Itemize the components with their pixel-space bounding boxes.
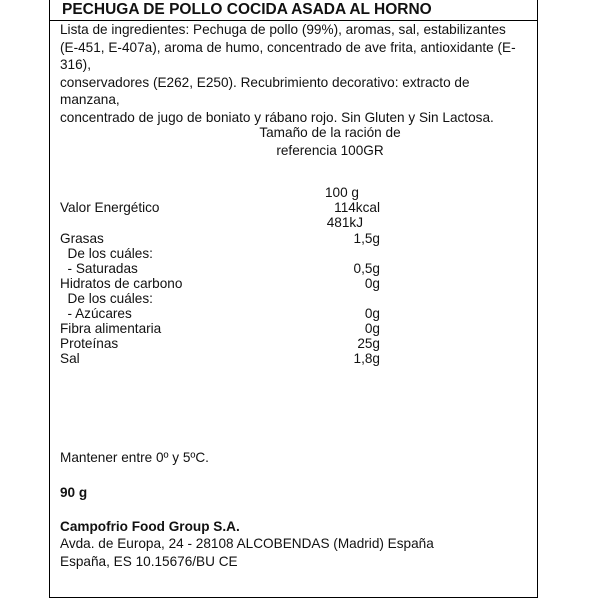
nutrition-row bbox=[60, 351, 380, 367]
nutrition-row bbox=[60, 246, 380, 262]
nutrient-value: 0,5g bbox=[353, 261, 380, 276]
ingredients-list bbox=[60, 21, 530, 126]
nutrition-row bbox=[60, 336, 380, 352]
per-100g-header: 100 g bbox=[324, 185, 359, 200]
health-registry: España, ES 10.15676/BU CE bbox=[60, 554, 238, 569]
storage-instructions: Mantener entre 0º y 5ºC. bbox=[60, 450, 209, 465]
nutrition-row bbox=[60, 261, 380, 277]
energy-kj-value: 481kJ bbox=[326, 215, 363, 230]
nutrient-value: 0g bbox=[364, 306, 380, 321]
nutrient-label: Grasas bbox=[60, 231, 104, 246]
nutrient-value: 0g bbox=[364, 276, 380, 291]
nutrition-row bbox=[60, 231, 380, 247]
nutrient-label: Fibra alimentaria bbox=[60, 321, 162, 336]
company-name: Campofrio Food Group S.A. bbox=[60, 519, 240, 534]
ingredients-line: Lista de ingredientes: Pechuga de pollo (99%), aromas, sal, estabilizantes bbox=[60, 22, 506, 37]
nutrition-row bbox=[60, 306, 380, 322]
ingredients-line: conservadores (E262, E250). Recubrimiento decorativo: extracto de manzana, bbox=[60, 74, 470, 107]
nutrient-label: - Saturadas bbox=[60, 261, 138, 276]
nutrient-label: Hidratos de carbono bbox=[60, 276, 183, 291]
nutrition-row-energy bbox=[60, 200, 380, 216]
product-title: PECHUGA DE POLLO COCIDA ASADA AL HORNO bbox=[62, 1, 432, 18]
nutrition-row-energy-kj bbox=[60, 215, 380, 231]
nutrient-value: 25g bbox=[357, 336, 380, 351]
product-label bbox=[49, 0, 538, 598]
nutrient-label: - Azúcares bbox=[60, 306, 132, 321]
nutrient-value: 1,5g bbox=[353, 231, 380, 246]
nutrient-label: Sal bbox=[60, 351, 80, 366]
nutrient-label: Proteínas bbox=[60, 336, 119, 351]
net-weight: 90 g bbox=[60, 485, 88, 500]
nutrient-value: 0g bbox=[364, 321, 380, 336]
nutrient-label: De los cuáles: bbox=[60, 246, 153, 261]
ingredients-line: (E-451, E-407a), aroma de humo, concentrado de ave frita, antioxidante (E-316), bbox=[60, 39, 516, 72]
nutrient-value: 1,8g bbox=[353, 351, 380, 366]
company-address: Avda. de Europa, 24 - 28108 ALCOBENDAS (Madrid) España bbox=[60, 536, 434, 551]
nutrient-label: De los cuáles: bbox=[60, 291, 153, 306]
energy-label: Valor Energético bbox=[60, 200, 160, 215]
nutrition-row bbox=[60, 291, 380, 307]
nutrition-row bbox=[60, 276, 380, 292]
nutrition-row bbox=[60, 321, 380, 337]
serving-size bbox=[240, 124, 420, 159]
nutrition-column-header bbox=[60, 185, 380, 201]
energy-kcal-value: 114kcal bbox=[334, 200, 380, 215]
serving-size-line: referencia 100GR bbox=[276, 142, 384, 158]
serving-size-line: Tamaño de la ración de bbox=[259, 125, 401, 140]
ingredients-line: concentrado de jugo de boniato y rábano rojo. Sin Gluten y Sin Lactosa. bbox=[60, 109, 494, 125]
